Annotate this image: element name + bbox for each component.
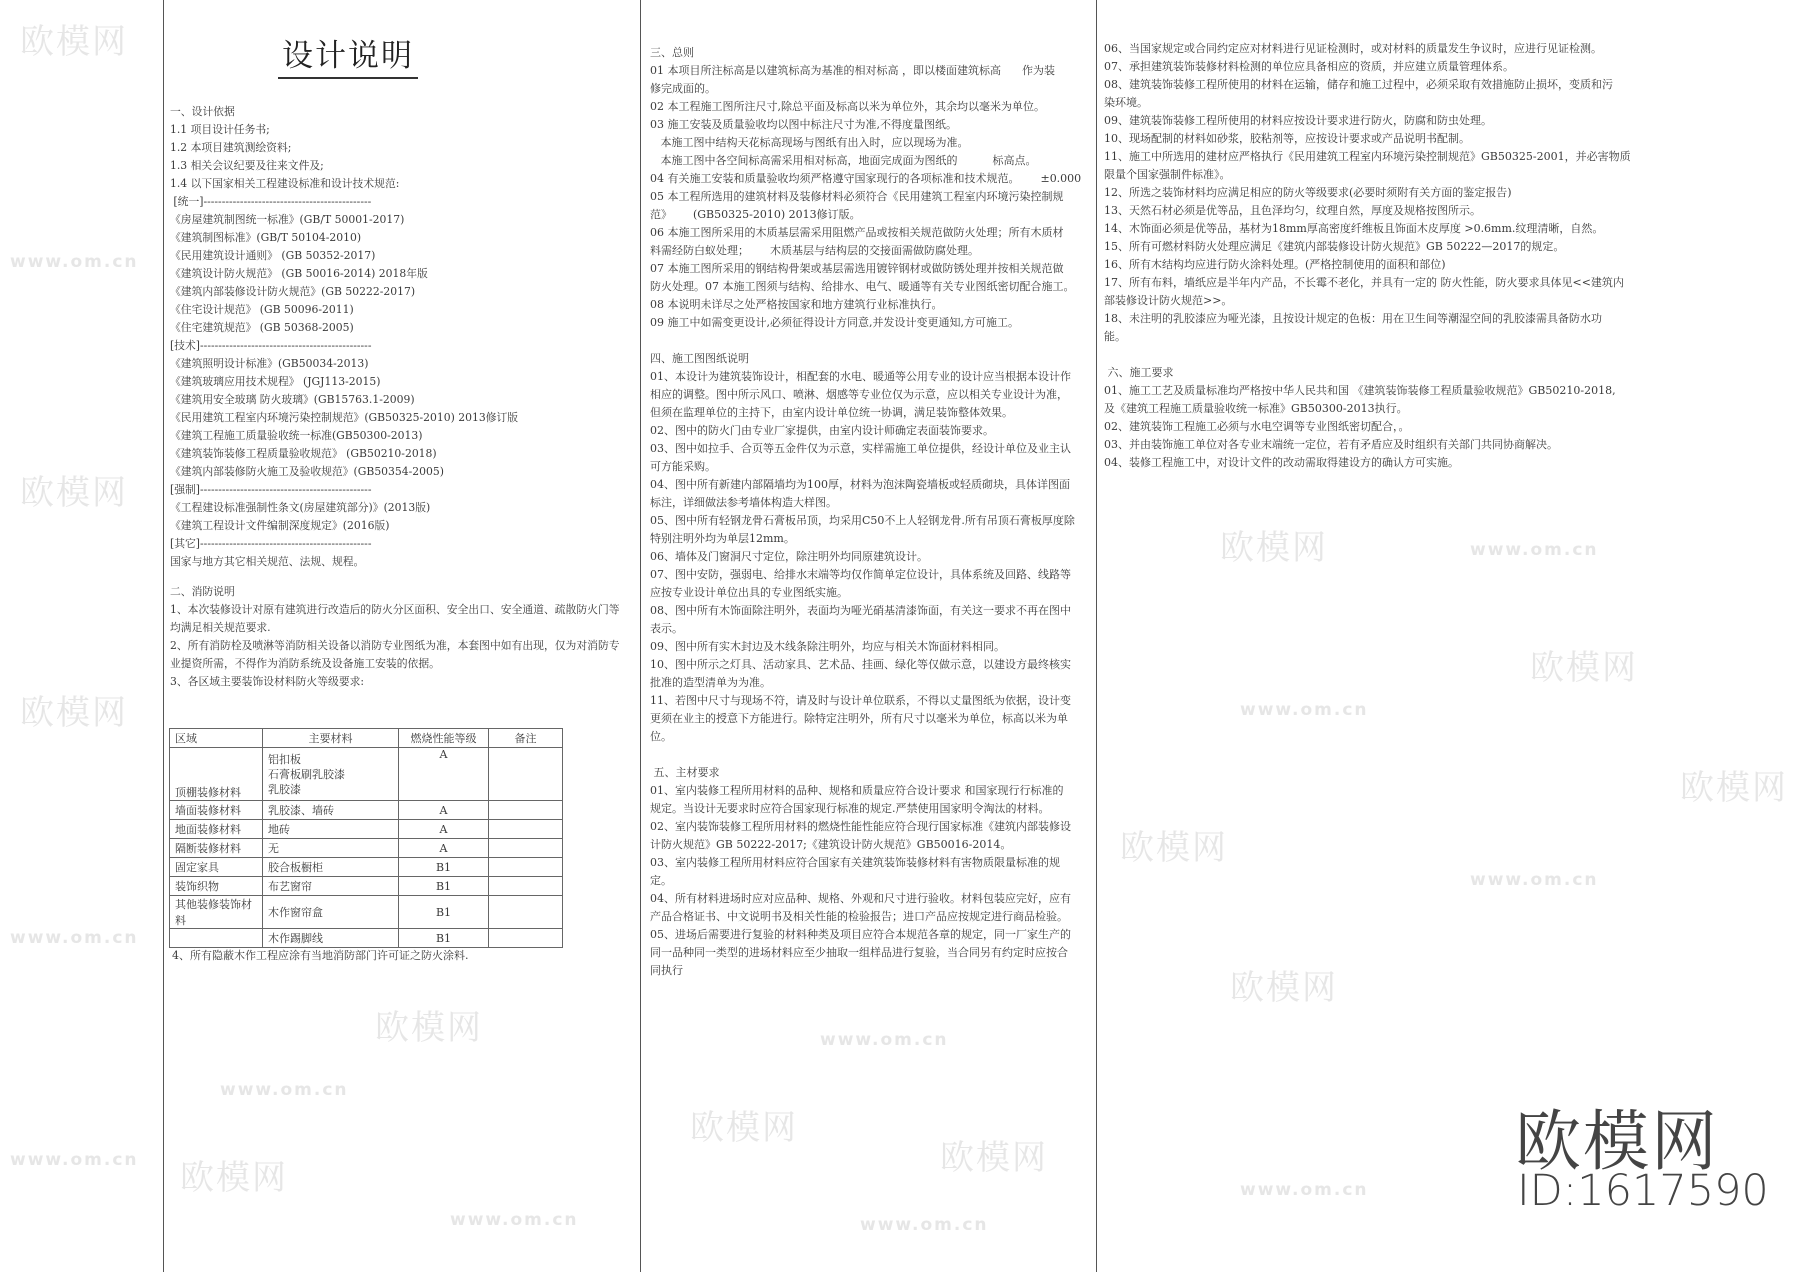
- text-line: 《建筑制图标准》(GB/T 50104-2010): [170, 231, 362, 244]
- text-line: 《建筑照明设计标准》(GB50034-2013): [170, 357, 369, 370]
- text-line: 《建筑内部装修设计防火规范》(GB 50222-2017): [170, 285, 416, 298]
- area-cell: 顶棚装修材料: [170, 748, 263, 801]
- text-line: 同一品种同一类型的进场材料应至少抽取一组样品进行复验，当合同另有约定时应按合: [650, 946, 1068, 959]
- text-line: 限量个国家强制件标准》。: [1104, 168, 1231, 181]
- text-line: 一、设计依据: [170, 105, 235, 118]
- text-line: 《民用建筑工程室内环境污染控制规范》(GB50325-2010) 2013修订版: [170, 411, 519, 424]
- watermark-url: www.om.cn: [10, 1150, 139, 1170]
- text-line: 13、天然石材必须是优等品，且色泽均匀，纹理自然，厚度及规格按图所示。: [1104, 204, 1481, 217]
- material-cell: 无: [263, 839, 399, 858]
- header-area: 区域: [170, 729, 263, 748]
- watermark-logo: 欧模网: [1230, 968, 1338, 1008]
- text-line: 位。: [650, 730, 672, 743]
- text-line: 1.2 本项目建筑测绘资料;: [170, 141, 292, 154]
- text-line: 06、当国家规定或合同约定应对材料进行见证检测时，或对材料的质量发生争议时，应进行见证检测。: [1104, 42, 1602, 55]
- grade-cell: B1: [399, 896, 489, 929]
- text-line: 更须在业主的授意下方能进行。除特定注明外，所有尺寸以毫米为单位，标高以米为单: [650, 712, 1068, 725]
- header-material: 主要材料: [263, 729, 399, 748]
- brand-id: ID:1617590: [1517, 1166, 1769, 1216]
- text-line: [技术]-----------------------------------------------: [170, 339, 372, 352]
- text-line: 六、施工要求: [1104, 366, 1174, 379]
- watermark-logo: 欧模网: [1220, 528, 1328, 568]
- text-line: 表示。: [650, 622, 683, 635]
- text-line: 06、墙体及门窗洞尺寸定位，除注明外均同原建筑设计。: [650, 550, 928, 563]
- text-line: 08、图中所有木饰面除注明外，表面均为哑光硝基清漆饰面，有关这一要求不再在图中: [650, 604, 1071, 617]
- material-and-construction-requirements: [1104, 40, 1631, 472]
- text-line: 07、承担建筑装饰装修材料检测的单位应具备相应的资质，并应建立质量管理体系。: [1104, 60, 1514, 73]
- watermark-url: www.om.cn: [1470, 870, 1599, 890]
- text-line: 10、现场配制的材料如砂浆，胶粘剂等，应按设计要求或产品说明书配制。: [1104, 132, 1470, 145]
- text-line: 01、室内装修工程所用材料的品种、规格和质量应符合设计要求 和国家现行行标准的: [650, 784, 1064, 797]
- note-cell: [489, 929, 563, 948]
- text-line: 《建筑装饰装修工程质量验收规范》 (GB50210-2018): [170, 447, 437, 460]
- text-line: 02、图中的防火门由专业厂家提供，由室内设计师确定表面装饰要求。: [650, 424, 994, 437]
- note-cell: [489, 858, 563, 877]
- text-line: 五、主材要求: [650, 766, 720, 779]
- watermark-url: www.om.cn: [220, 1080, 349, 1100]
- area-cell: [170, 929, 263, 948]
- text-line: 国家与地方其它相关规范、法规、规程。: [170, 555, 365, 568]
- text-line: 11、若图中尺寸与现场不符，请及时与设计单位联系，不得以丈量图纸为依据，设计变: [650, 694, 1071, 707]
- text-line: 05 本工程所选用的建筑材料及装修材料必须符合《民用建筑工程室内环境污染控制规: [650, 190, 1064, 203]
- text-line: 03 施工安装及质量验收均以图中标注尺寸为准,不得度量图纸。: [650, 118, 957, 131]
- watermark-url: www.om.cn: [1240, 700, 1369, 720]
- text-line: 业提资所需，不得作为消防系统及设备施工安装的依据。: [170, 657, 440, 670]
- table-row: [170, 748, 563, 801]
- area-cell: 隔断装修材料: [170, 839, 263, 858]
- note-cell: [489, 748, 563, 801]
- text-line: 09、建筑装饰装修工程所使用的材料应按设计要求进行防火，防腐和防虫处理。: [1104, 114, 1492, 127]
- text-line: 02 本工程施工图所注尺寸,除总平面及标高以米为单位外，其余均以毫米为单位。: [650, 100, 1045, 113]
- text-line: 05、图中所有轻钢龙骨石膏板吊顶，均采用C50不上人轻钢龙骨.所有吊顶石膏板厚度除: [650, 514, 1075, 527]
- text-line: 1、本次装修设计对原有建筑进行改造后的防火分区面积、安全出口、安全通道、疏散防火门等: [170, 603, 620, 616]
- text-line: 定。: [650, 874, 672, 887]
- text-line: 05、进场后需要进行复验的材料种类及项目应符合本规范各章的规定，同一厂家生产的: [650, 928, 1071, 941]
- text-line: 产品合格证书、中文说明书及相关性能的检验报告；进口产品应按规定进行商品检验。: [650, 910, 1068, 923]
- grade-cell: B1: [399, 858, 489, 877]
- fire-rating-table: [169, 728, 563, 948]
- text-line: 07、图中安防，强弱电、给排水末端等均仅作简单定位设计，具体系统及回路、线路等: [650, 568, 1071, 581]
- table-row: [170, 896, 563, 929]
- text-line: 《住宅设计规范》 (GB 50096-2011): [170, 303, 354, 316]
- text-line: 相应的调整。图中所示风口、喷淋、烟感等专业位仅为示意，应以相关专业设计为准，: [650, 388, 1068, 401]
- text-line: 10、图中所示之灯具、活动家具、艺术品、挂画、绿化等仅做示意，以建设方最终核实: [650, 658, 1071, 671]
- text-line: 标注，详细做法参考墙体构造大样图。: [650, 496, 837, 509]
- text-line: 但须在监理单位的主持下，由室内设计单位统一协调，满足装饰整体效果。: [650, 406, 1013, 419]
- watermark-url: www.om.cn: [10, 928, 139, 948]
- grade-cell: B1: [399, 877, 489, 896]
- text-line: 17、所有布料，墙纸应是半年内产品，不长霉不老化，并具有一定的 防火性能，防火要求具体见<<建筑内: [1104, 276, 1624, 289]
- text-line: [其它]-----------------------------------------------: [170, 537, 372, 550]
- column-divider: [1096, 0, 1097, 1272]
- text-line: 特别注明外均为单层12mm。: [650, 532, 795, 545]
- text-line: 14、木饰面必须是优等品，基材为18mm厚高密度纤维板且饰面木皮厚度 >0.6mm.纹理清晰，自然。: [1104, 222, 1604, 235]
- text-line: 《民用建筑设计通则》 (GB 50352-2017): [170, 249, 376, 262]
- text-line: 09 施工中如需变更设计,必须征得设计方同意,并发设计变更通知,方可施工。: [650, 316, 1019, 329]
- note-cell: [489, 896, 563, 929]
- table-row: [170, 839, 563, 858]
- text-line: 二、消防说明: [170, 585, 235, 598]
- text-line: 03、并由装饰施工单位对各专业末端统一定位，若有矛盾应及时组织有关部门共同协商解决。: [1104, 438, 1558, 451]
- watermark-url: www.om.cn: [820, 1030, 949, 1050]
- text-line: 《建筑用安全玻璃 防火玻璃》(GB15763.1-2009): [170, 393, 415, 406]
- grade-cell: B1: [399, 929, 489, 948]
- area-cell: 其他装修装饰材料: [170, 896, 263, 929]
- text-line: [强制]-----------------------------------------------: [170, 483, 372, 496]
- fire-protection-section: [170, 583, 620, 691]
- text-line: 02、室内装饰装修工程所用材料的燃烧性能性能应符合现行国家标准《建筑内部装修设: [650, 820, 1071, 833]
- design-basis-section: [170, 103, 518, 571]
- table-row: [170, 858, 563, 877]
- area-cell: 墙面装修材料: [170, 801, 263, 820]
- text-line: 15、所有可燃材料防火处理应满足《建筑内部装修设计防火规范》GB 50222—2017的规定。: [1104, 240, 1565, 253]
- text-line: 批准的造型清单为为准。: [650, 676, 771, 689]
- material-cell: 铝扣板 石膏板刷乳胶漆 乳胶漆: [263, 748, 399, 801]
- text-line: [统一]----------------------------------------------: [170, 195, 372, 208]
- text-line: 三、总则: [650, 46, 694, 59]
- text-line: 01、施工工艺及质量标准均严格按中华人民共和国 《建筑装饰装修工程质量验收规范》GB50210-2018,: [1104, 384, 1616, 397]
- text-line: 《房屋建筑制图统一标准》(GB/T 50001-2017): [170, 213, 405, 226]
- note-cell: [489, 820, 563, 839]
- text-line: 本施工图中各空间标高需采用相对标高，地面完成面为图纸的 标高点。: [650, 154, 1037, 167]
- watermark-url: www.om.cn: [1240, 1180, 1369, 1200]
- text-line: 03、图中如拉手、合页等五金件仅为示意，实样需施工单位提供，经设计单位及业主认: [650, 442, 1071, 455]
- text-line: 04、装修工程施工中，对设计文件的改动需取得建设方的确认方可实施。: [1104, 456, 1459, 469]
- grade-cell: A: [399, 801, 489, 820]
- table-row: [170, 820, 563, 839]
- text-line: 《建筑工程施工质量验收统一标准(GB50300-2013): [170, 429, 423, 442]
- text-line: 《建筑工程设计文件编制深度规定》(2016版): [170, 519, 390, 532]
- material-cell: 木作踢脚线: [263, 929, 399, 948]
- watermark-url: www.om.cn: [450, 1210, 579, 1230]
- grade-cell: A: [399, 820, 489, 839]
- area-cell: 地面装修材料: [170, 820, 263, 839]
- text-line: 《建筑内部装修防火施工及验收规范》(GB50354-2005): [170, 465, 445, 478]
- header-grade: 燃烧性能等级: [399, 729, 489, 748]
- text-line: 04、所有材料进场时应对应品种、规格、外观和尺寸进行验收。材料包装应完好，应有: [650, 892, 1071, 905]
- text-line: 1.1 项目设计任务书;: [170, 123, 270, 136]
- material-cell: 胶合板橱柜: [263, 858, 399, 877]
- watermark-logo: 欧模网: [20, 693, 128, 733]
- text-line: 《建筑玻璃应用技术规程》 (JGJ113-2015): [170, 375, 381, 388]
- text-line: 防火处理。07 本施工图须与结构、给排水、电气、暖通等有关专业图纸密切配合施工。: [650, 280, 1075, 293]
- watermark-logo: 欧模网: [1530, 648, 1638, 688]
- text-line: 2、所有消防栓及喷淋等消防相关设备以消防专业图纸为准，本套图中如有出现，仅为对消防专: [170, 639, 620, 652]
- text-line: 03、室内装修工程所用材料应符合国家有关建筑装饰装修材料有害物质限量标准的规: [650, 856, 1060, 869]
- watermark-url: www.om.cn: [860, 1215, 989, 1235]
- watermark-logo: 欧模网: [20, 22, 128, 62]
- note-cell: [489, 839, 563, 858]
- general-and-drawing-notes: [650, 44, 1081, 980]
- brand-logo: 欧模网: [1515, 1103, 1719, 1180]
- text-line: 16、所有木结构均应进行防火涂料处理。(严格控制使用的面积和部位): [1104, 258, 1446, 271]
- text-line: 规定。当设计无要求时应符合国家现行标准的规定.严禁使用国家明令淘汰的材料。: [650, 802, 1050, 815]
- sheet-border-left: [163, 0, 164, 1272]
- header-note: 备注: [489, 729, 563, 748]
- material-cell: 乳胶漆、墙砖: [263, 801, 399, 820]
- text-line: 12、所选之装饰材料均应满足相应的防火等级要求(必要时须附有关方面的鉴定报告): [1104, 186, 1512, 199]
- page-title: 设计说明: [278, 30, 418, 79]
- watermark-logo: 欧模网: [940, 1138, 1048, 1178]
- text-line: 11、施工中所选用的建材应严格执行《民用建筑工程室内环境污染控制规范》GB50325-2001，并必害物质: [1104, 150, 1631, 163]
- table-row: [170, 801, 563, 820]
- material-cell: 木作窗帘盒: [263, 896, 399, 929]
- watermark-logo: 欧模网: [20, 473, 128, 513]
- material-cell: 地砖: [263, 820, 399, 839]
- table-row: [170, 929, 563, 948]
- text-line: 料需经防白蚁处理； 木质基层与结构层的交接面需做防腐处理。: [650, 244, 979, 257]
- text-line: 08、建筑装饰装修工程所使用的材料在运输，储存和施工过程中，必须采取有效措施防止损坏，变质和污: [1104, 78, 1613, 91]
- text-line: 1.4 以下国家相关工程建设标准和设计技术规范:: [170, 177, 400, 190]
- text-line: 01、本设计为建筑装饰设计，相配套的水电、暖通等公用专业的设计应当根据本设计作: [650, 370, 1071, 383]
- blank-line: [650, 746, 1081, 764]
- area-cell: 固定家具: [170, 858, 263, 877]
- text-line: 染环境。: [1104, 96, 1148, 109]
- text-line: 《住宅建筑规范》 (GB 50368-2005): [170, 321, 354, 334]
- text-line: 修完成面的。: [650, 82, 716, 95]
- watermark-logo: 欧模网: [1120, 828, 1228, 868]
- text-line: 18、未注明的乳胶漆应为哑光漆，且按设计规定的色板：用在卫生间等潮湿空间的乳胶漆需具备防水功: [1104, 312, 1602, 325]
- grade-cell: A: [399, 748, 489, 801]
- fire-note: 4、所有隐蔽木作工程应涂有当地消防部门许可证之防火涂料.: [172, 949, 469, 962]
- text-line: 计防火规范》GB 50222-2017;《建筑设计防火规范》GB50016-2014。: [650, 838, 1012, 851]
- text-line: 应按专业设计单位出具的专业图纸实施。: [650, 586, 848, 599]
- grade-cell: A: [399, 839, 489, 858]
- blank-line: [650, 332, 1081, 350]
- text-line: 09、图中所有实木封边及木线条除注明外，均应与相关木饰面材料相同。: [650, 640, 1005, 653]
- text-line: 04 有关施工安装和质量验收均须严格遵守国家现行的各项标准和技术规范。 ±0.000: [650, 172, 1082, 185]
- text-line: 08 本说明未详尽之处严格按国家和地方建筑行业标准执行。: [650, 298, 943, 311]
- text-line: 02、建筑装饰工程施工必须与水电空调等专业图纸密切配合，。: [1104, 420, 1410, 433]
- text-line: 07 本施工图所采用的钢结构骨架或基层需选用镀锌钢材或做防锈处理并按相关规范做: [650, 262, 1064, 275]
- text-line: 均满足相关规范要求.: [170, 621, 271, 634]
- column-divider: [640, 0, 641, 1272]
- material-cell: 布艺窗帘: [263, 877, 399, 896]
- watermark-logo: 欧模网: [690, 1108, 798, 1148]
- table-row: [170, 877, 563, 896]
- text-line: 本施工图中结构天花标高现场与图纸有出入时，应以现场为准。: [650, 136, 969, 149]
- text-line: 范》 (GB50325-2010) 2013修订版。: [650, 208, 861, 221]
- area-cell: 装饰织物: [170, 877, 263, 896]
- watermark-url: www.om.cn: [1470, 540, 1599, 560]
- text-line: 《建筑设计防火规范》 (GB 50016-2014) 2018年版: [170, 267, 428, 280]
- text-line: 部装修设计防火规范>>。: [1104, 294, 1233, 307]
- watermark-logo: 欧模网: [1680, 768, 1788, 808]
- text-line: 能。: [1104, 330, 1126, 343]
- watermark-logo: 欧模网: [180, 1158, 288, 1198]
- text-line: 1.3 相关会议纪要及往来文件及;: [170, 159, 324, 172]
- table-header-row: [170, 729, 563, 748]
- text-line: 06 本施工图所采用的木质基层需采用阻燃产品或按相关规范做防火处理；所有木质材: [650, 226, 1064, 239]
- text-line: 四、施工图图纸说明: [650, 352, 749, 365]
- text-line: 可方能采购。: [650, 460, 716, 473]
- note-cell: [489, 801, 563, 820]
- text-line: 及《建筑工程施工质量验收统一标准》GB50300-2013执行。: [1104, 402, 1408, 415]
- text-line: 3、各区域主要装饰设材料防火等级要求:: [170, 675, 365, 688]
- text-line: 04、图中所有新建内部隔墙均为100厚，材料为泡沫陶瓷墙板或轻质砌块，具体详图面: [650, 478, 1070, 491]
- note-cell: [489, 877, 563, 896]
- text-line: 01 本项目所注标高是以建筑标高为基准的相对标高 ，即以楼面建筑标高 作为装: [650, 64, 1055, 77]
- text-line: 《工程建设标准强制性条文(房屋建筑部分)》(2013版): [170, 501, 431, 514]
- watermark-logo: 欧模网: [375, 1008, 483, 1048]
- text-line: 同执行: [650, 964, 683, 977]
- blank-line: [1104, 346, 1631, 364]
- watermark-url: www.om.cn: [10, 252, 139, 272]
